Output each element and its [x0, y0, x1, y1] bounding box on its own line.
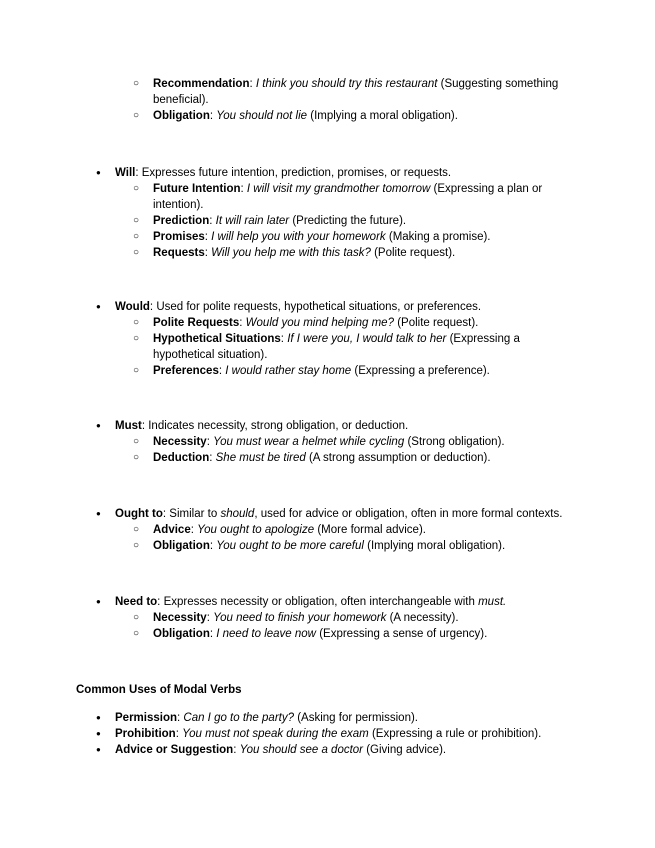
- item-example: You need to finish your homework: [213, 612, 387, 624]
- list-item: ○ Obligation: I need to leave now (Expressing a sense of urgency).: [0, 626, 573, 642]
- item-example: Can I go to the party?: [183, 712, 294, 724]
- list-item: ● Ought to: Similar to should, used for advice or obligation, often in more formal contexts.: [0, 506, 585, 522]
- item-term: Recommendation: [153, 78, 250, 90]
- item-note: (Expressing a preference).: [354, 365, 490, 377]
- item-note: (Expressing a rule or prohibition).: [371, 728, 542, 740]
- list-item: ○ Requests: Will you help me with this task? (Polite request).: [0, 245, 573, 261]
- item-term: Advice: [153, 524, 191, 536]
- common-uses-list: [0, 710, 655, 758]
- item-example: You should see a doctor: [239, 744, 364, 756]
- item-example: Will you help me with this task?: [211, 247, 371, 259]
- list-item: ○ Necessity: You need to finish your homework (A necessity).: [0, 610, 573, 626]
- will-section: [0, 165, 655, 261]
- item-term: Advice or Suggestion: [115, 744, 234, 756]
- list-item: ○ Obligation: You ought to be more careful (Implying moral obligation).: [0, 538, 573, 554]
- section-heading: Common Uses of Modal Verbs: [76, 684, 242, 696]
- list-item: ○ Future Intention: I will visit my grandmother tomorrow (Expressing a plan or intention).: [0, 181, 573, 213]
- item-note: (Asking for permission).: [297, 712, 418, 724]
- item-term: Deduction: [153, 452, 210, 464]
- modal-description: Used for polite requests, hypothetical situations, or preferences.: [156, 301, 482, 313]
- item-example: She must be tired: [215, 452, 306, 464]
- modal-description: Similar to: [169, 508, 218, 520]
- modal-description-rest: , used for advice or obligation, often in more formal contexts.: [254, 508, 563, 520]
- should-subitems: [0, 76, 655, 124]
- item-note: (Implying a moral obligation).: [310, 110, 458, 122]
- item-term: Polite Requests: [153, 317, 240, 329]
- list-item: ● Need to: Expresses necessity or obligation, often interchangeable with must.: [0, 594, 585, 610]
- list-item: ● Must: Indicates necessity, strong obligation, or deduction.: [0, 418, 585, 434]
- list-item: ○ Hypothetical Situations: If I were you, I would talk to her (Expressing a hypothetical situation).: [0, 331, 573, 363]
- item-example: Would you mind helping me?: [245, 317, 394, 329]
- item-term: Permission: [115, 712, 177, 724]
- item-term: Prohibition: [115, 728, 176, 740]
- item-example: I will visit my grandmother tomorrow: [246, 183, 431, 195]
- item-example: You ought to be more careful: [216, 540, 364, 552]
- item-term: Obligation: [153, 628, 210, 640]
- list-item: ○ Recommendation: I think you should try this restaurant (Suggesting something beneficial).: [0, 76, 573, 108]
- list-item: ● Permission: Can I go to the party? (Asking for permission).: [0, 710, 585, 726]
- item-example: If I were you, I would talk to her: [287, 333, 447, 345]
- modal-description: Expresses necessity or obligation, often interchangeable with: [163, 596, 475, 608]
- item-term: Obligation: [153, 540, 210, 552]
- ought-to-section: [0, 506, 655, 554]
- item-term: Promises: [153, 231, 205, 243]
- list-item: ○ Preferences: I would rather stay home (Expressing a preference).: [0, 363, 573, 379]
- would-section: [0, 299, 655, 379]
- item-note: (More formal advice).: [317, 524, 426, 536]
- need-to-section: [0, 594, 655, 642]
- item-note: (Strong obligation).: [407, 436, 505, 448]
- list-item: ○ Necessity: You must wear a helmet while cycling (Strong obligation).: [0, 434, 573, 450]
- modal-term: Need to: [115, 596, 158, 608]
- list-item: ○ Deduction: She must be tired (A strong assumption or deduction).: [0, 450, 573, 466]
- modal-description: Expresses future intention, prediction, promises, or requests.: [141, 167, 452, 179]
- item-note: (Predicting the future).: [292, 215, 407, 227]
- item-note: (Expressing a sense of urgency).: [319, 628, 488, 640]
- modal-term: Would: [115, 301, 150, 313]
- item-term: Necessity: [153, 612, 207, 624]
- item-term: Requests: [153, 247, 205, 259]
- item-note: (Implying moral obligation).: [367, 540, 506, 552]
- modal-term: Ought to: [115, 508, 163, 520]
- item-term: Hypothetical Situations: [153, 333, 281, 345]
- list-item: ● Advice or Suggestion: You should see a doctor (Giving advice).: [0, 742, 585, 758]
- list-item: ○ Advice: You ought to apologize (More formal advice).: [0, 522, 573, 538]
- item-term: Obligation: [153, 110, 210, 122]
- list-item: ○ Promises: I will help you with your homework (Making a promise).: [0, 229, 573, 245]
- modal-description-emphasis: must.: [478, 596, 507, 608]
- modal-term: Will: [115, 167, 136, 179]
- list-item: ● Will: Expresses future intention, prediction, promises, or requests.: [0, 165, 585, 181]
- item-example: I would rather stay home: [225, 365, 352, 377]
- item-example: It will rain later: [215, 215, 290, 227]
- item-example: I need to leave now: [216, 628, 316, 640]
- item-note: (A necessity).: [389, 612, 459, 624]
- item-note: (A strong assumption or deduction).: [308, 452, 491, 464]
- item-example: I will help you with your homework: [211, 231, 386, 243]
- item-note: (Making a promise).: [388, 231, 491, 243]
- item-note: (Polite request).: [397, 317, 479, 329]
- item-example: You ought to apologize: [197, 524, 315, 536]
- item-term: Prediction: [153, 215, 210, 227]
- list-item: ○ Obligation: You should not lie (Implying a moral obligation).: [0, 108, 573, 124]
- modal-description: Indicates necessity, strong obligation, or deduction.: [148, 420, 409, 432]
- item-note: (Giving advice).: [366, 744, 447, 756]
- modal-description-emphasis: should: [220, 508, 255, 520]
- item-example: You must wear a helmet while cycling: [213, 436, 405, 448]
- item-term: Preferences: [153, 365, 219, 377]
- modal-term: Must: [115, 420, 142, 432]
- item-example: I think you should try this restaurant: [255, 78, 438, 90]
- item-note: (Expressing a hypothetical situation).: [153, 333, 520, 361]
- item-term: Necessity: [153, 436, 207, 448]
- list-item: ○ Prediction: It will rain later (Predicting the future).: [0, 213, 573, 229]
- item-term: Future Intention: [153, 183, 241, 195]
- item-note: (Expressing a plan or intention).: [153, 183, 543, 211]
- list-item: ○ Polite Requests: Would you mind helping me? (Polite request).: [0, 315, 573, 331]
- item-example: You must not speak during the exam: [182, 728, 369, 740]
- item-note: (Suggesting something beneficial).: [153, 78, 559, 106]
- list-item: ● Prohibition: You must not speak during the exam (Expressing a rule or prohibition).: [0, 726, 585, 742]
- item-note: (Polite request).: [374, 247, 456, 259]
- item-example: You should not lie: [216, 110, 308, 122]
- must-section: [0, 418, 655, 466]
- list-item: ● Would: Used for polite requests, hypothetical situations, or preferences.: [0, 299, 585, 315]
